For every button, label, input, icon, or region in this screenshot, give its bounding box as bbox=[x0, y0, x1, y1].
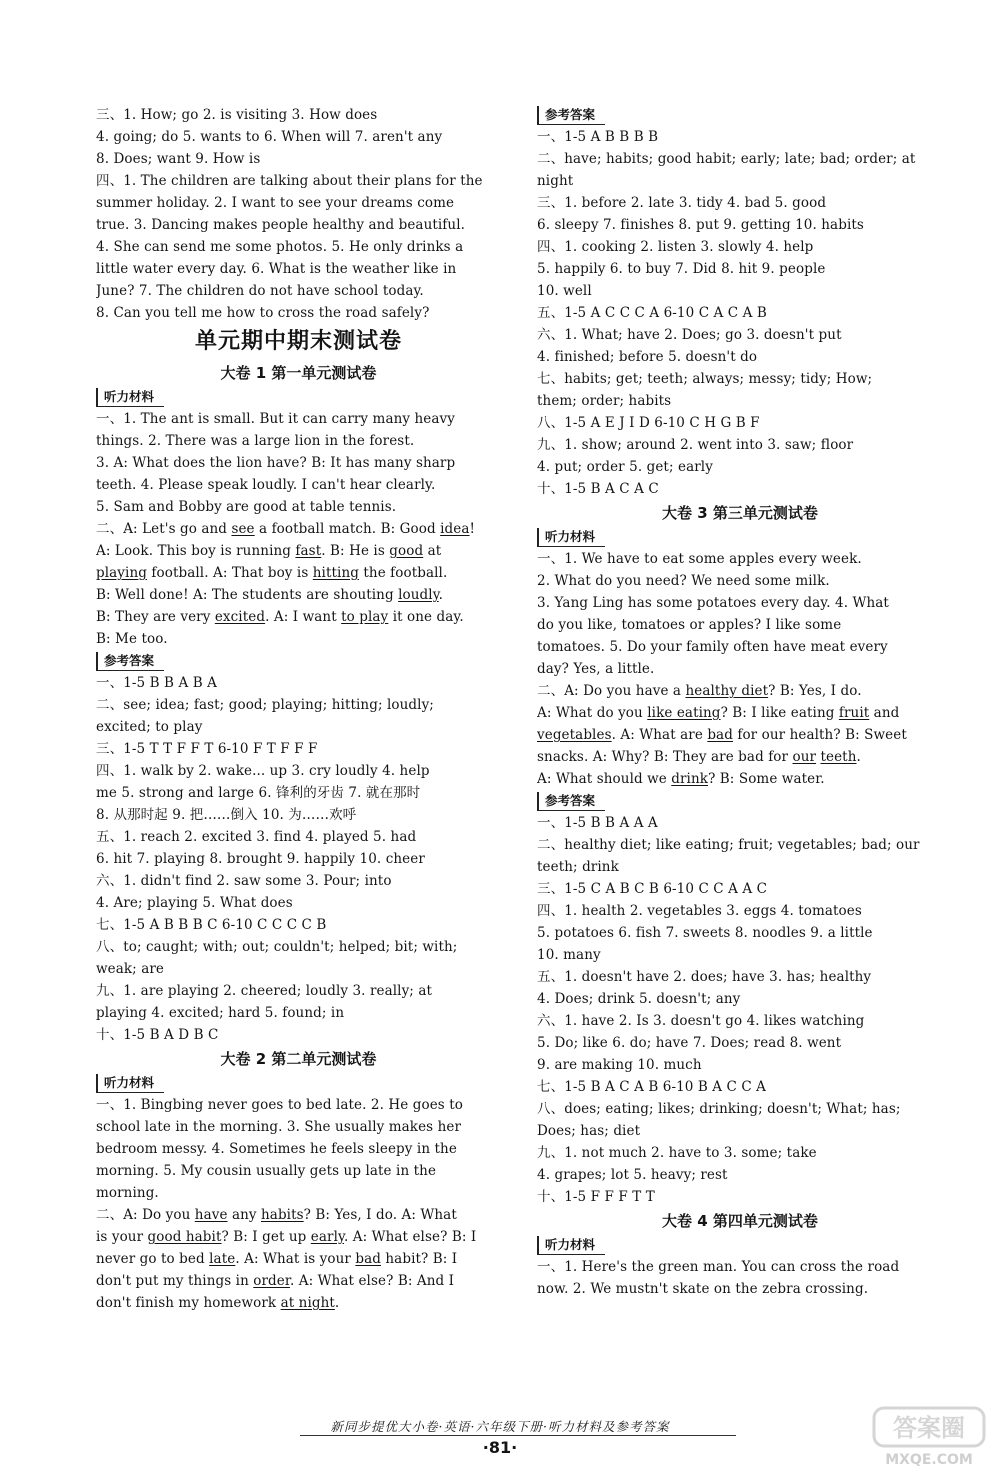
section-tag: 参考答案 bbox=[96, 652, 164, 671]
text-line: 4. finished; before 5. doesn't do bbox=[537, 349, 758, 365]
section-tag-row bbox=[96, 386, 501, 408]
text-span: ? B: Yes, I do. bbox=[768, 683, 862, 699]
section-tag: 听力材料 bbox=[96, 1074, 164, 1093]
text-line: little water every day. 6. What is the weather like in bbox=[96, 261, 457, 277]
text-line: 五、1. doesn't have 2. does; have 3. has; healthy bbox=[537, 969, 872, 985]
text-span: is your bbox=[96, 1229, 148, 1245]
text-line: 三、1. How; go 2. is visiting 3. How does bbox=[96, 107, 378, 123]
text-line: 九、1. show; around 2. went into 3. saw; floor bbox=[537, 437, 854, 453]
text-span: it one day. bbox=[388, 609, 464, 625]
text-span: . bbox=[856, 749, 861, 765]
underlined-answer: excited bbox=[214, 609, 266, 625]
underlined-answer: idea bbox=[440, 521, 470, 537]
text-span: A: What do you bbox=[537, 705, 648, 721]
text-line bbox=[96, 1248, 501, 1270]
watermark-logo bbox=[870, 1404, 988, 1470]
underlined-answer: vegetables bbox=[537, 727, 612, 743]
text-line: 九、1. are playing 2. cheered; loudly 3. really; at bbox=[96, 983, 433, 999]
text-span: ! bbox=[469, 521, 476, 537]
text-line: day? Yes, a little. bbox=[537, 661, 655, 677]
underlined-answer: our bbox=[792, 749, 817, 765]
text-line: 十、1-5 F F F T T bbox=[537, 1189, 655, 1205]
underlined-answer: good bbox=[389, 543, 424, 559]
text-span: . bbox=[334, 1295, 340, 1311]
text-span: never go to bed bbox=[96, 1251, 210, 1267]
text-line: 一、1-5 A B B B B bbox=[537, 129, 659, 145]
text-line: 二、healthy diet; like eating; fruit; vegetables; bad; our bbox=[537, 837, 920, 853]
test-paper-title: 大卷 2 第二单元测试卷 bbox=[220, 1050, 377, 1068]
underlined-answer: order bbox=[253, 1273, 290, 1289]
text-span: football. A: That boy is bbox=[147, 565, 313, 581]
section-tag: 听力材料 bbox=[537, 528, 605, 547]
text-line: true. 3. Dancing makes people healthy and beautiful. bbox=[96, 217, 466, 233]
text-span: the football. bbox=[358, 565, 448, 581]
text-span: ? B: Some water. bbox=[708, 771, 825, 787]
text-line: summer holiday. 2. I want to see your dreams come bbox=[96, 195, 455, 211]
text-line: 一、1-5 B B A A A bbox=[537, 815, 658, 831]
underlined-answer: late bbox=[209, 1251, 236, 1267]
section-tag-row bbox=[537, 526, 943, 548]
text-span: don't finish my homework bbox=[96, 1295, 281, 1311]
test-paper-title: 大卷 1 第一单元测试卷 bbox=[220, 364, 377, 382]
text-line bbox=[96, 1226, 501, 1248]
text-span: 二、A: Do you bbox=[96, 1207, 195, 1223]
section-tag-row bbox=[96, 650, 501, 672]
text-line: 五、1. reach 2. excited 3. find 4. played 5. had bbox=[96, 829, 417, 845]
footer-rule bbox=[300, 1435, 736, 1436]
test-paper-title: 大卷 3 第三单元测试卷 bbox=[662, 504, 818, 522]
footer-caption: 新同步提优大小卷·英语·六年级下册·听力材料及参考答案 bbox=[330, 1419, 670, 1434]
section-tag-row bbox=[537, 790, 943, 812]
text-line: 10. well bbox=[537, 283, 592, 299]
underlined-answer: see bbox=[231, 521, 255, 537]
text-line: 四、1. health 2. vegetables 3. eggs 4. tomatoes bbox=[537, 903, 862, 919]
text-span: . A: What else? B: And I bbox=[289, 1273, 455, 1289]
text-line: B: Me too. bbox=[96, 631, 168, 647]
text-line: teeth; drink bbox=[537, 859, 619, 875]
text-line: morning. 5. My cousin usually gets up late in the bbox=[96, 1163, 437, 1179]
underlined-answer: teeth bbox=[820, 749, 857, 765]
underlined-answer: have bbox=[194, 1207, 228, 1223]
text-line bbox=[96, 1292, 501, 1314]
underlined-answer: hitting bbox=[312, 565, 359, 581]
underlined-answer: good habit bbox=[147, 1229, 222, 1245]
text-line: 七、habits; get; teeth; always; messy; tidy; How; bbox=[537, 371, 873, 387]
underlined-answer: bad bbox=[355, 1251, 381, 1267]
text-line: 八、does; eating; likes; drinking; doesn't; What; has; bbox=[537, 1101, 901, 1117]
underlined-answer: at night bbox=[280, 1295, 335, 1311]
text-line bbox=[96, 606, 501, 628]
text-line bbox=[537, 680, 943, 702]
text-line: 二、have; habits; good habit; early; late; bad; order; at bbox=[537, 151, 916, 167]
text-line: 九、1. not much 2. have to 3. some; take bbox=[537, 1145, 817, 1161]
underlined-answer: fruit bbox=[838, 705, 870, 721]
text-line: 6. sleepy 7. finishes 8. put 9. getting 10. habits bbox=[537, 217, 864, 233]
section-tag: 参考答案 bbox=[537, 106, 605, 125]
text-span: . bbox=[438, 587, 444, 603]
text-line: do you like, tomatoes or apples? I like some bbox=[537, 617, 842, 633]
text-span: . A: I want bbox=[265, 609, 342, 625]
text-line: 4. put; order 5. get; early bbox=[537, 459, 713, 475]
section-tag-row bbox=[537, 104, 943, 126]
right-column bbox=[537, 104, 943, 1300]
text-line: night bbox=[537, 173, 574, 189]
text-line: bedroom messy. 4. Sometimes he feels sleepy in the bbox=[96, 1141, 457, 1157]
text-span: any bbox=[227, 1207, 261, 1223]
text-line: 5. Do; like 6. do; have 7. Does; read 8. went bbox=[537, 1035, 842, 1051]
text-line: tomatoes. 5. Do your family often have meat every bbox=[537, 639, 888, 655]
text-line: 六、1. didn't find 2. saw some 3. Pour; into bbox=[96, 873, 392, 889]
text-line: 五、1-5 A C C C A 6-10 C A C A B bbox=[537, 305, 767, 321]
text-span: 二、A: Do you have a bbox=[537, 683, 686, 699]
text-span: don't put my things in bbox=[96, 1273, 254, 1289]
text-line: June? 7. The children do not have school today. bbox=[96, 283, 424, 299]
text-line: 四、1. cooking 2. listen 3. slowly 4. help bbox=[537, 239, 814, 255]
text-line: weak; are bbox=[96, 961, 165, 977]
underlined-answer: healthy diet bbox=[685, 683, 769, 699]
text-span: A: What should we bbox=[537, 771, 672, 787]
text-span: snacks. A: Why? B: They are bad for bbox=[537, 749, 793, 765]
underlined-answer: fast bbox=[295, 543, 322, 559]
watermark-text: MXQE.COM bbox=[885, 1452, 973, 1468]
underlined-answer: early bbox=[310, 1229, 344, 1245]
text-line: 4. going; do 5. wants to 6. When will 7. aren't any bbox=[96, 129, 443, 145]
text-line: 8. 从那时起 9. 把……倒入 10. 为……欢呼 bbox=[96, 807, 357, 823]
text-line bbox=[96, 1270, 501, 1292]
text-span: ? B: I like eating bbox=[720, 705, 839, 721]
text-line: 8. Does; want 9. How is bbox=[96, 151, 261, 167]
text-line: 三、1-5 C A B C B 6-10 C C A A C bbox=[537, 881, 768, 897]
section-tag: 听力材料 bbox=[96, 388, 164, 407]
text-span: for our health? B: Sweet bbox=[732, 727, 907, 743]
text-line: 一、1. The ant is small. But it can carry many heavy bbox=[96, 411, 455, 427]
chapter-title: 单元期中期末测试卷 bbox=[194, 329, 402, 354]
text-span: . A: What else? B: I bbox=[343, 1229, 477, 1245]
section-tag: 参考答案 bbox=[537, 792, 605, 811]
text-line: 八、to; caught; with; out; couldn't; helped; bit; with; bbox=[96, 939, 458, 955]
text-line: school late in the morning. 3. She usually makes her bbox=[96, 1119, 462, 1135]
text-line: 一、1-5 B B A B A bbox=[96, 675, 217, 691]
text-line: 3. A: What does the lion have? B: It has many sharp bbox=[96, 455, 456, 471]
text-line bbox=[537, 746, 943, 768]
text-line: 八、1-5 A E J I D 6-10 C H G B F bbox=[537, 415, 760, 431]
text-line: 2. What do you need? We need some milk. bbox=[537, 573, 830, 589]
text-line: 七、1-5 A B B B C 6-10 C C C C B bbox=[96, 917, 327, 933]
text-line bbox=[537, 702, 943, 724]
text-line: 6. hit 7. playing 8. brought 9. happily 10. cheer bbox=[96, 851, 425, 867]
text-line: 三、1. before 2. late 3. tidy 4. bad 5. good bbox=[537, 195, 827, 211]
text-line: 二、see; idea; fast; good; playing; hitting; loudly; bbox=[96, 697, 434, 713]
underlined-answer: playing bbox=[96, 565, 147, 581]
text-line: playing 4. excited; hard 5. found; in bbox=[96, 1005, 345, 1021]
text-line: Does; has; diet bbox=[537, 1123, 641, 1139]
text-line: 一、1. Bingbing never goes to bed late. 2. He goes to bbox=[96, 1097, 463, 1113]
text-line: 四、1. walk by 2. wake... up 3. cry loudly 4. help bbox=[96, 763, 430, 779]
text-line: 3. Yang Ling has some potatoes every day. 4. What bbox=[537, 595, 889, 611]
text-line: 4. Are; playing 5. What does bbox=[96, 895, 293, 911]
section-tag-row bbox=[537, 1234, 943, 1256]
text-line: 六、1. have 2. Is 3. doesn't go 4. likes watching bbox=[537, 1013, 865, 1029]
text-span: at bbox=[423, 543, 442, 559]
text-span: . A: What are bbox=[611, 727, 708, 743]
underlined-answer: to play bbox=[341, 609, 389, 625]
text-line: 5. Sam and Bobby are good at table tennis. bbox=[96, 499, 397, 515]
left-column bbox=[96, 104, 501, 1314]
text-line: teeth. 4. Please speak loudly. I can't hear clearly. bbox=[96, 477, 436, 493]
underlined-answer: loudly bbox=[398, 587, 439, 603]
section-tag-row bbox=[96, 1072, 501, 1094]
text-line bbox=[96, 584, 501, 606]
text-line: 十、1-5 B A C A C bbox=[537, 481, 659, 497]
text-line: morning. bbox=[96, 1185, 159, 1201]
test-paper-title: 大卷 4 第四单元测试卷 bbox=[662, 1212, 818, 1230]
underlined-answer: bad bbox=[707, 727, 733, 743]
text-span: A: Look. This boy is running bbox=[96, 543, 296, 559]
watermark-stamp-icon bbox=[870, 1404, 988, 1450]
section-tag: 听力材料 bbox=[537, 1236, 605, 1255]
text-span: . B: He is bbox=[321, 543, 390, 559]
text-line: 七、1-5 B A C A B 6-10 B A C C A bbox=[537, 1079, 767, 1095]
text-line: 4. Does; drink 5. doesn't; any bbox=[537, 991, 741, 1007]
text-span: 二、A: Let's go and bbox=[96, 521, 232, 537]
text-span: . A: What is your bbox=[235, 1251, 356, 1267]
text-span: ? B: Yes, I do. A: What bbox=[303, 1207, 457, 1223]
text-span: habit? B: I bbox=[381, 1251, 458, 1267]
text-line bbox=[96, 540, 501, 562]
text-line: 5. potatoes 6. fish 7. sweets 8. noodles 9. a little bbox=[537, 925, 873, 941]
text-span: B: Well done! A: The students are shouting bbox=[96, 587, 399, 603]
text-line bbox=[96, 1204, 501, 1226]
text-line bbox=[96, 562, 501, 584]
text-line: 4. grapes; lot 5. heavy; rest bbox=[537, 1167, 728, 1183]
text-line: 4. She can send me some photos. 5. He only drinks a bbox=[96, 239, 464, 255]
text-line: 四、1. The children are talking about their plans for the bbox=[96, 173, 483, 189]
text-line: 5. happily 6. to buy 7. Did 8. hit 9. people bbox=[537, 261, 826, 277]
svg-text:答案圈: 答案圈 bbox=[893, 1414, 965, 1442]
underlined-answer: drink bbox=[671, 771, 709, 787]
text-span: a football match. B: Good bbox=[254, 521, 441, 537]
text-line: me 5. strong and large 6. 锋利的牙齿 7. 就在那时 bbox=[96, 785, 421, 801]
text-line: 8. Can you tell me how to cross the road safely? bbox=[96, 305, 430, 321]
text-line: excited; to play bbox=[96, 719, 203, 735]
text-line: 一、1. We have to eat some apples every week. bbox=[537, 551, 862, 567]
text-span: ? B: I get up bbox=[221, 1229, 311, 1245]
text-line: 10. many bbox=[537, 947, 601, 963]
underlined-answer: like eating bbox=[647, 705, 721, 721]
page-number: ·81· bbox=[482, 1438, 518, 1457]
text-span: B: They are very bbox=[96, 609, 215, 625]
text-line: 十、1-5 B A D B C bbox=[96, 1027, 219, 1043]
text-line: 9. are making 10. much bbox=[537, 1057, 702, 1073]
text-line: 六、1. What; have 2. Does; go 3. doesn't put bbox=[537, 327, 842, 343]
text-line: them; order; habits bbox=[537, 393, 672, 409]
text-line bbox=[537, 724, 943, 746]
text-line bbox=[537, 768, 943, 790]
text-line: things. 2. There was a large lion in the forest. bbox=[96, 433, 415, 449]
text-line: 一、1. Here's the green man. You can cross the road bbox=[537, 1259, 900, 1275]
text-line bbox=[96, 518, 501, 540]
text-line: now. 2. We mustn't skate on the zebra crossing. bbox=[537, 1281, 869, 1297]
underlined-answer: habits bbox=[261, 1207, 304, 1223]
text-span: and bbox=[869, 705, 900, 721]
text-line: 三、1-5 T T F F T 6-10 F T F F F bbox=[96, 741, 318, 757]
